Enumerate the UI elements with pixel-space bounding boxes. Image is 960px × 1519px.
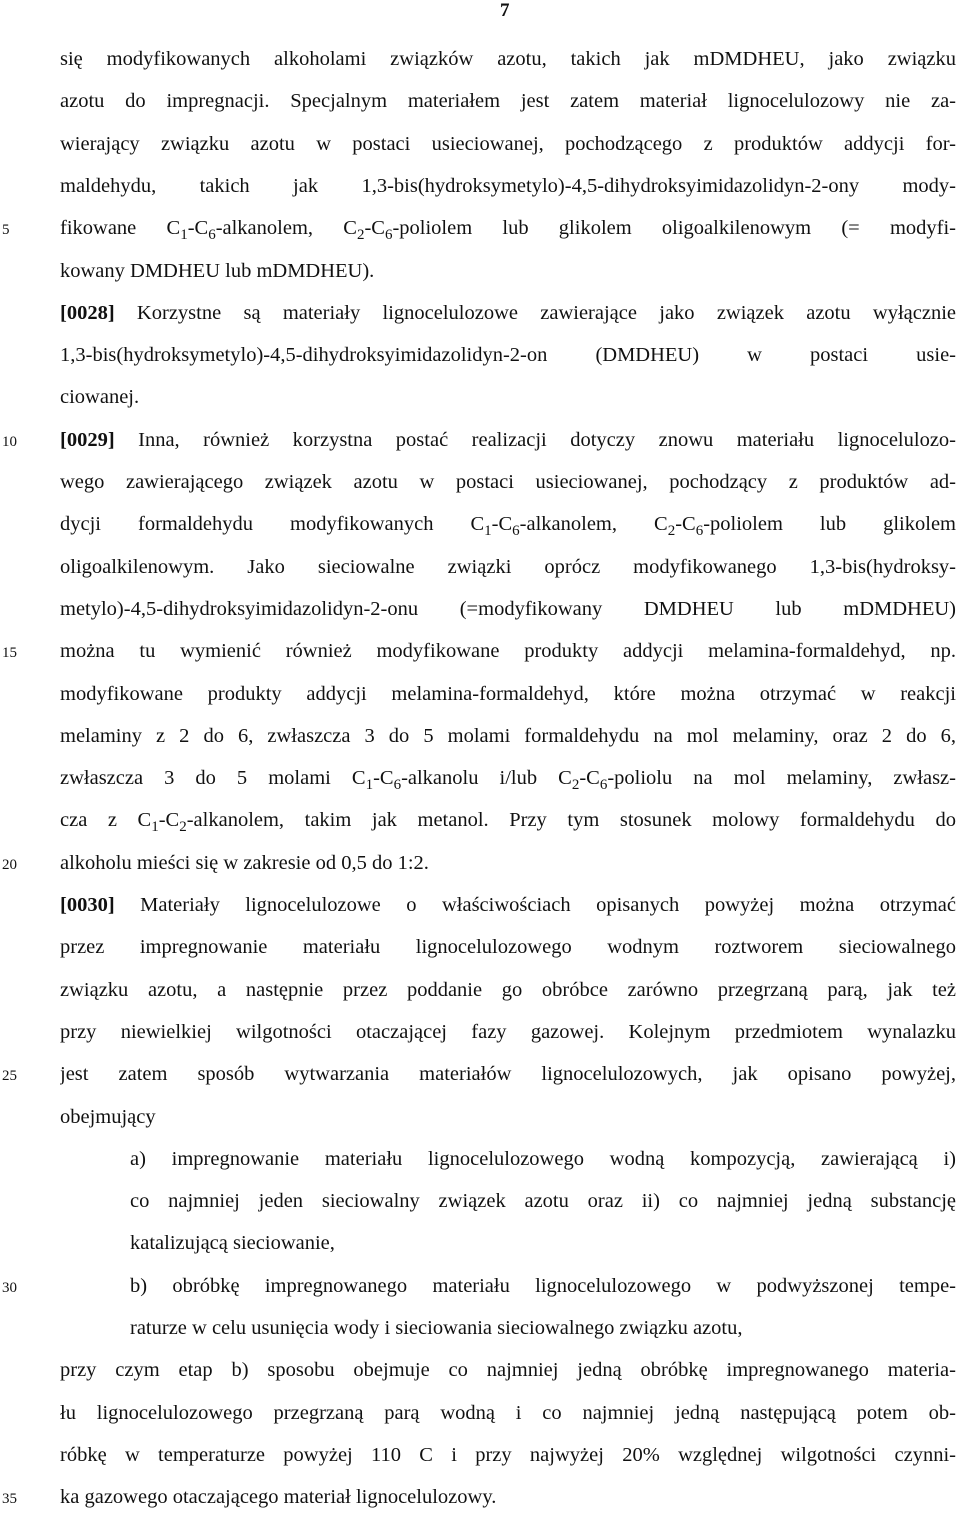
text-line: oligoalkilenowym. Jako sieciowalne związki oprócz modyfikowanego 1,3-bis(hydroksy- <box>60 555 956 578</box>
text-line: wierający związku azotu w postaci usieciowanej, pochodzącego z produktów addycji for- <box>60 132 956 155</box>
margin-line-number: 35 <box>2 1491 17 1508</box>
margin-line-number: 10 <box>2 433 17 450</box>
text-line: raturze w celu usunięcia wody i sieciowania sieciowalnego związku azotu, <box>130 1317 743 1339</box>
text-line: ka gazowego otaczającego materiał lignocelulozowy. <box>60 1486 497 1509</box>
margin-line-number: 25 <box>2 1068 17 1085</box>
text-line: ciowanej. <box>60 386 140 409</box>
text-line: kowany DMDHEU lub mDMDHEU). <box>60 259 375 282</box>
margin-line-number: 30 <box>2 1279 17 1296</box>
text-line: a) impregnowanie materiału lignocelulozowego wodną kompozycją, zawierającą i) <box>130 1147 956 1170</box>
text-line: zwłaszcza 3 do 5 molami $C_1-C_6$-alkanolu i/lub $C_2-C_6$-poliolu na mol melaminy, zwłasz- <box>60 767 956 794</box>
text-line: [0030] Materiały lignocelulozowe o właściwościach opisanych powyżej można otrzymać <box>60 894 956 916</box>
text-line: wego zawierającego związek azotu w postaci usieciowanej, pochodzący z produktów ad- <box>60 471 956 493</box>
text-line: cza z $C_1-C_2$-alkanolem, takim jak metanol. Przy tym stosunek molowy formaldehydu do <box>60 809 956 836</box>
text-line: 1,3-bis(hydroksymetylo)-4,5-dihydroksyimidazolidyn-2-on (DMDHEU) w postaci usie- <box>60 344 956 367</box>
text-line: róbkę w temperaturze powyżej 110 C i przy najwyżej 20% względnej wilgotności czynni- <box>60 1443 956 1466</box>
text-line: b) obróbkę impregnowanego materiału lignocelulozowego w podwyższonej tempe- <box>130 1274 956 1297</box>
text-line: [0028] Korzystne są materiały lignocelulozowe zawierające jako związek azotu wyłącznie <box>60 301 956 324</box>
margin-line-number: 5 <box>2 222 10 239</box>
text-line: dycji formaldehydu modyfikowanych $C_1-C_6$-alkanolem, $C_2-C_6$-poliolem lub glikolem <box>60 513 956 540</box>
margin-line-number: 15 <box>2 645 17 662</box>
text-line: metylo)-4,5-dihydroksyimidazolidyn-2-onu (=modyfikowany DMDHEU lub mDMDHEU) <box>60 597 956 620</box>
text-line: modyfikowane produkty addycji melamina-formaldehyd, które można otrzymać w reakcji <box>60 682 956 705</box>
text-line: jest zatem sposób wytwarzania materiałów lignocelulozowych, jak opisano powyżej, <box>60 1063 956 1086</box>
text-line: obejmujący <box>60 1105 156 1128</box>
text-line: alkoholu mieści się w zakresie od 0,5 do 1:2. <box>60 851 429 874</box>
text-line: melaminy z 2 do 6, zwłaszcza 3 do 5 molami formaldehydu na mol melaminy, oraz 2 do 6, <box>60 724 956 747</box>
text-line: przy czym etap b) sposobu obejmuje co najmniej jedną obróbkę impregnowanego materia- <box>60 1359 956 1382</box>
text-line: fikowane $C_1-C_6$-alkanolem, $C_2-C_6$-poliolem lub glikolem oligoalkilenowym (= modyfi- <box>60 217 956 244</box>
text-line: można tu wymienić również modyfikowane produkty addycji melamina-formaldehyd, np. <box>60 640 956 663</box>
text-line: azotu do impregnacji. Specjalnym materiałem jest zatem materiał lignocelulozowy nie za- <box>60 90 956 113</box>
page-number: 7 <box>500 0 510 21</box>
text-line: maldehydu, takich jak 1,3-bis(hydroksymetylo)-4,5-dihydroksyimidazolidyn-2-ony mody- <box>60 174 956 197</box>
text-line: przy niewielkiej wilgotności otaczającej fazy gazowej. Kolejnym przedmiotem wynalazku <box>60 1020 956 1043</box>
text-line: się modyfikowanych alkoholami związków azotu, takich jak mDMDHEU, jako związku <box>60 48 956 70</box>
text-line: [0029] Inna, również korzystna postać realizacji dotyczy znowu materiału lignocelulozo- <box>60 428 956 451</box>
text-line: katalizującą sieciowanie, <box>130 1232 335 1255</box>
text-line: związku azotu, a następnie przez poddanie go obróbce zarówno przegrzaną parą, jak też <box>60 978 956 1001</box>
margin-line-number: 20 <box>2 856 17 873</box>
text-line: przez impregnowanie materiału lignocelulozowego wodnym roztworem sieciowalnego <box>60 936 956 959</box>
text-line: co najmniej jeden sieciowalny związek azotu oraz ii) co najmniej jedną substancję <box>130 1190 956 1213</box>
text-line: łu lignocelulozowego przegrzaną parą wodną i co najmniej jedną następującą potem ob- <box>60 1401 956 1424</box>
